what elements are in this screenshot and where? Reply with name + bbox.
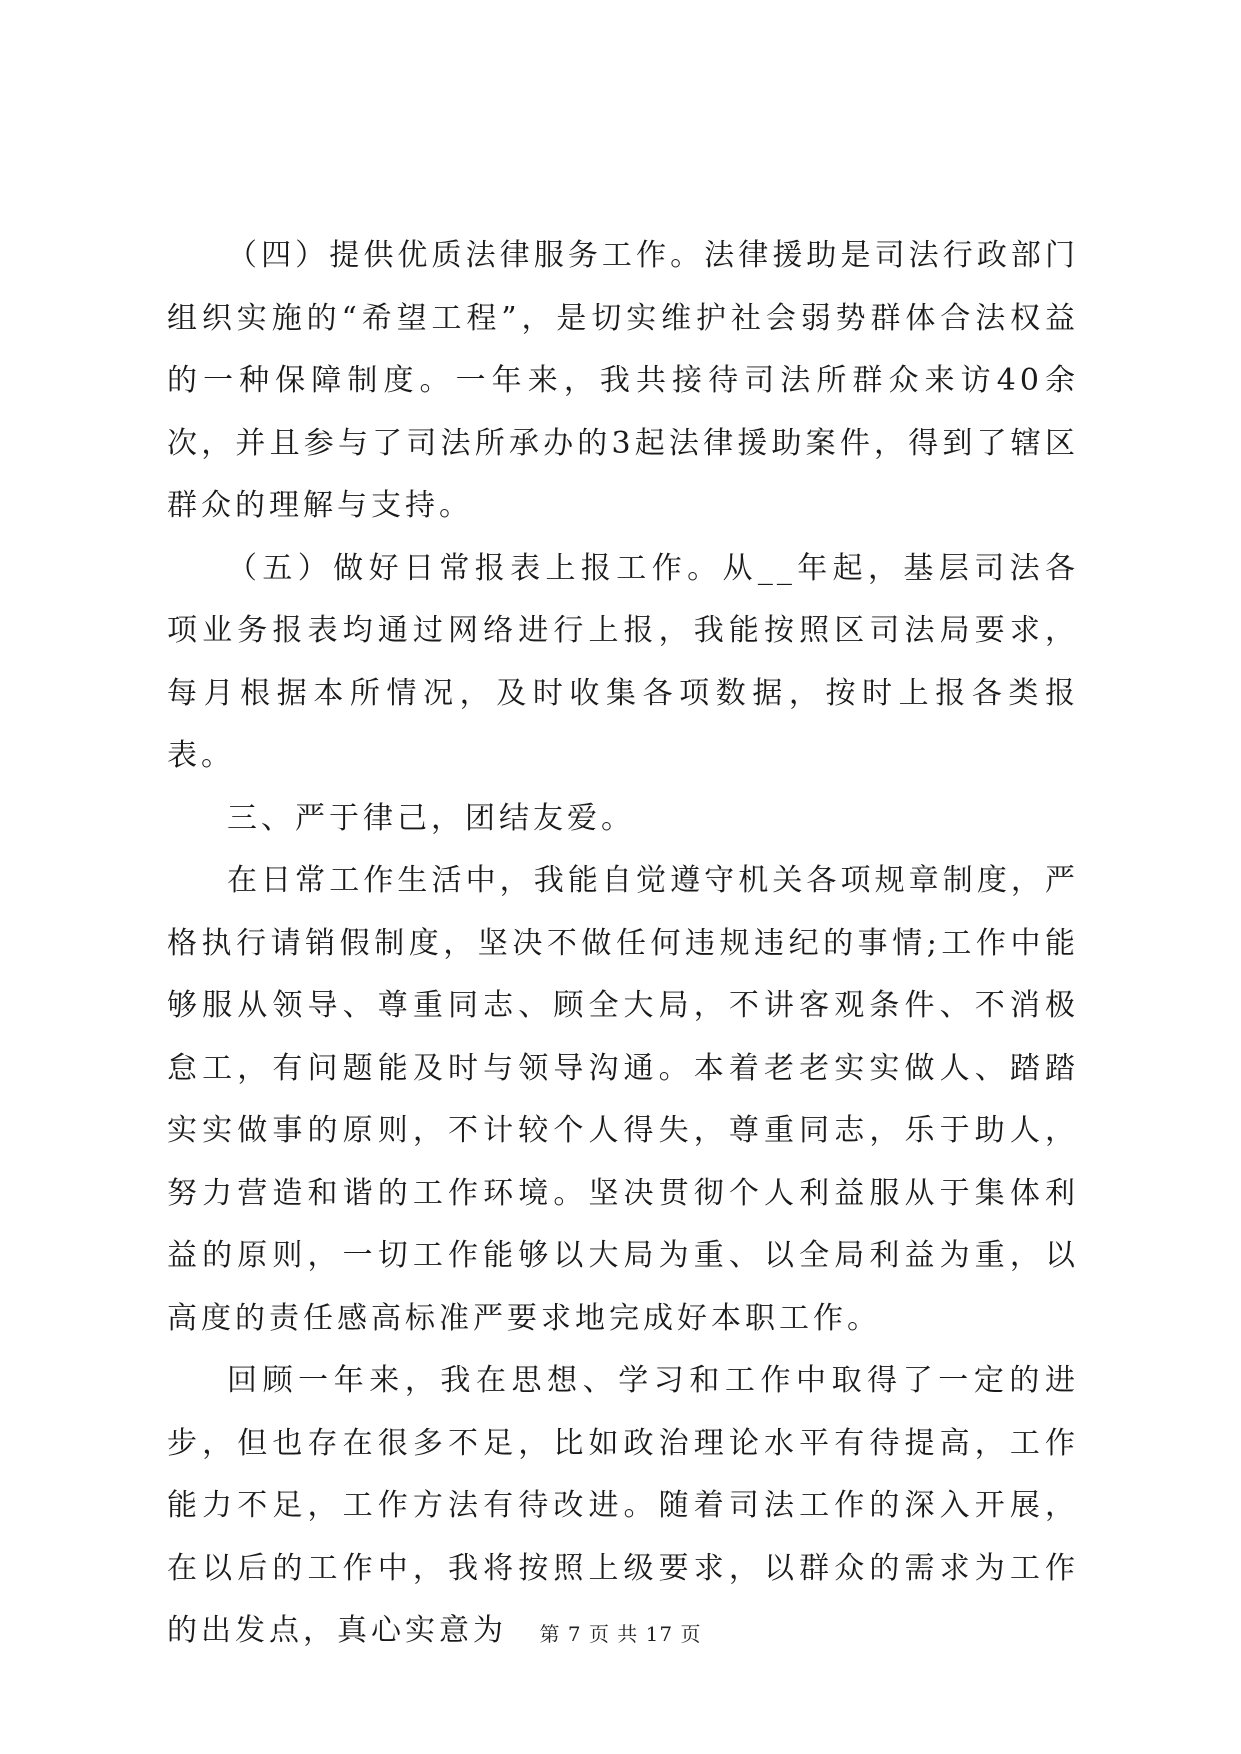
page-number-footer: 第 7 页 共 17 页 xyxy=(539,1622,702,1646)
section-heading-self-discipline: 三、严于律己，团结友爱。 xyxy=(227,800,635,836)
paragraph-legal-services: （四）提供优质法律服务工作。法律援助是司法行政部门组织实施的“希望工程”，是切实维护社会弱势群体合法权益的一种保障制度。一年来，我共接待司法所群众来访40余次，并且参与了司法所承办的3起法律援助案件，得到了辖区群众的理解与支持。 xyxy=(167,238,1079,523)
paragraph-review: 回顾一年来，我在思想、学习和工作中取得了一定的进步，但也存在很多不足，比如政治理论水平有待提高，工作能力不足，工作方法有待改进。随着司法工作的深入开展，在以后的工作中，我将按照上级要求，以群众的需求为工作的出发点，真心实意为 xyxy=(167,1363,1079,1648)
document-body xyxy=(167,225,1079,1663)
paragraph-reporting: （五）做好日常报表上报工作。从__年起，基层司法各项业务报表均通过网络进行上报，我能按照区司法局要求，每月根据本所情况，及时收集各项数据，按时上报各类报表。 xyxy=(167,550,1079,773)
paragraph-daily-conduct: 在日常工作生活中，我能自觉遵守机关各项规章制度，严格执行请销假制度，坚决不做任何违规违纪的事情;工作中能够服从领导、尊重同志、顾全大局，不讲客观条件、不消极怠工，有问题能及时与领导沟通。本着老老实实做人、踏踏实实做事的原则，不计较个人得失，尊重同志，乐于助人，努力营造和谐的工作环境。坚决贯彻个人利益服从于集体利益的原则，一切工作能够以大局为重、以全局利益为重，以高度的责任感高标准严要求地完成好本职工作。 xyxy=(167,863,1079,1336)
